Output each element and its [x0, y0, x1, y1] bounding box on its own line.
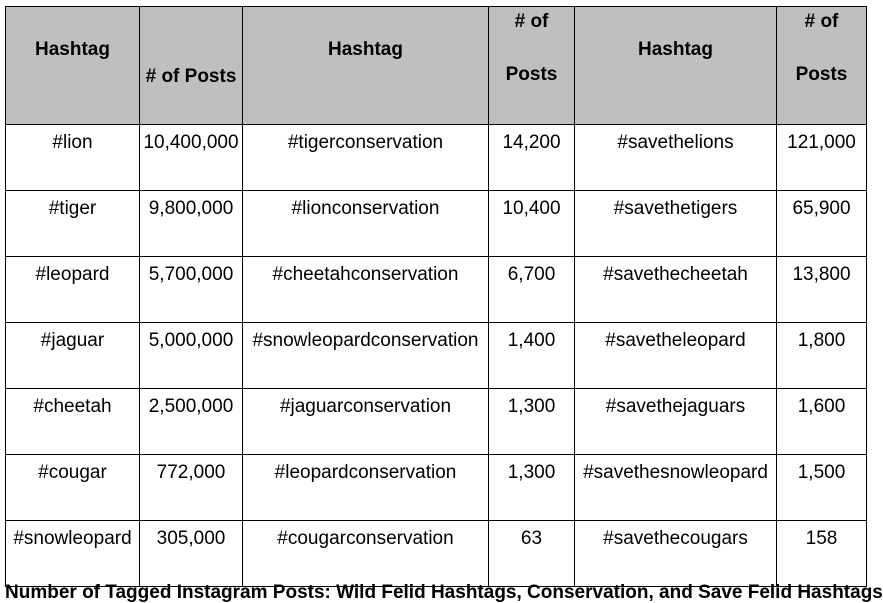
cell-text: #cheetahconservation: [272, 263, 459, 285]
cell-text: #tigerconservation: [287, 131, 444, 153]
save-hashtag-cell: [575, 323, 777, 389]
cell-text: #cheetah: [33, 395, 112, 417]
conservation-posts-cell: [489, 257, 575, 323]
table-row: [6, 257, 867, 323]
conservation-posts-cell: [489, 455, 575, 521]
cell-text: 772,000: [156, 461, 226, 483]
save-hashtag-cell: [575, 455, 777, 521]
cell-text: #savethesnowleopard: [583, 461, 768, 483]
save-posts-cell: [777, 323, 867, 389]
cell-text: #savetheleopard: [605, 329, 746, 351]
conservation-posts-cell: [489, 323, 575, 389]
cell-text: 63: [520, 527, 543, 549]
header-posts-3: # of Posts: [777, 7, 867, 125]
cell-text: 1,300: [507, 461, 556, 483]
cell-text: #tiger: [48, 197, 97, 219]
hashtag-cell: [6, 191, 140, 257]
cell-text: #savethecougars: [603, 527, 748, 549]
hashtag-cell: [6, 125, 140, 191]
conservation-posts-cell: [489, 521, 575, 587]
conservation-posts-cell: [489, 125, 575, 191]
save-hashtag-cell: [575, 521, 777, 587]
hashtag-cell: [6, 323, 140, 389]
conservation-hashtag-cell: [243, 125, 489, 191]
cell-text: #savethejaguars: [605, 395, 746, 417]
cell-text: #leopardconservation: [274, 461, 457, 483]
cell-text: #lionconservation: [291, 197, 440, 219]
cell-text: 13,800: [792, 263, 851, 285]
posts-cell: [140, 323, 243, 389]
cell-text: 6,700: [507, 263, 556, 285]
save-posts-cell: [777, 191, 867, 257]
hashtag-table: [5, 6, 867, 587]
table-row: [6, 125, 867, 191]
save-posts-cell: [777, 455, 867, 521]
header-hashtag-3: Hashtag: [575, 7, 777, 125]
conservation-hashtag-cell: [243, 455, 489, 521]
conservation-hashtag-cell: [243, 257, 489, 323]
cell-text: #savethetigers: [613, 197, 738, 219]
table-row: [6, 389, 867, 455]
cell-text: 14,200: [502, 131, 561, 153]
header-hashtag-1: Hashtag: [6, 7, 140, 125]
header-posts-2: # of Posts: [489, 7, 575, 125]
cell-text: 9,800,000: [148, 197, 234, 219]
cell-text: 1,300: [507, 395, 556, 417]
posts-cell: [140, 257, 243, 323]
conservation-hashtag-cell: [243, 323, 489, 389]
cell-text: #snowleopardconservation: [252, 329, 479, 351]
cell-text: 10,400: [502, 197, 561, 219]
hashtag-cell: [6, 257, 140, 323]
conservation-hashtag-cell: [243, 521, 489, 587]
cell-text: 1,400: [507, 329, 556, 351]
save-hashtag-cell: [575, 257, 777, 323]
conservation-hashtag-cell: [243, 389, 489, 455]
header-row: [6, 7, 867, 125]
cell-text: #jaguar: [40, 329, 105, 351]
table-row: [6, 191, 867, 257]
cell-text: 121,000: [787, 131, 856, 153]
table-body: [6, 125, 867, 587]
table-row: [6, 521, 867, 587]
conservation-hashtag-cell: [243, 191, 489, 257]
posts-cell: [140, 191, 243, 257]
table-row: [6, 323, 867, 389]
cut-off-caption: Number of Tagged Instagram Posts: Wild Felid Hashtags, Conservation, and Save Felid Hashtags: [5, 582, 883, 603]
conservation-posts-cell: [489, 191, 575, 257]
cell-text: 5,700,000: [148, 263, 234, 285]
cell-text: 1,600: [797, 395, 846, 417]
hashtag-cell: [6, 389, 140, 455]
cell-text: #cougar: [38, 461, 107, 483]
cell-text: 2,500,000: [148, 395, 234, 417]
save-hashtag-cell: [575, 125, 777, 191]
table-row: [6, 455, 867, 521]
posts-cell: [140, 521, 243, 587]
posts-cell: [140, 125, 243, 191]
cell-text: 1,500: [797, 461, 846, 483]
hashtag-cell: [6, 521, 140, 587]
cell-text: 1,800: [797, 329, 846, 351]
header-hashtag-2: Hashtag: [243, 7, 489, 125]
header-posts-1: # of Posts: [140, 7, 243, 125]
save-posts-cell: [777, 521, 867, 587]
save-posts-cell: [777, 389, 867, 455]
cell-text: 10,400,000: [143, 131, 239, 153]
cell-text: 158: [805, 527, 838, 549]
save-hashtag-cell: [575, 389, 777, 455]
cell-text: 5,000,000: [148, 329, 234, 351]
cell-text: 305,000: [156, 527, 226, 549]
save-hashtag-cell: [575, 191, 777, 257]
posts-cell: [140, 455, 243, 521]
cell-text: #savethelions: [617, 131, 734, 153]
save-posts-cell: [777, 257, 867, 323]
posts-cell: [140, 389, 243, 455]
cell-text: #snowleopard: [13, 527, 132, 549]
hashtag-cell: [6, 455, 140, 521]
conservation-posts-cell: [489, 389, 575, 455]
save-posts-cell: [777, 125, 867, 191]
cell-text: #savethecheetah: [603, 263, 748, 285]
cell-text: #lion: [52, 131, 93, 153]
cell-text: 65,900: [792, 197, 851, 219]
cell-text: #cougarconservation: [277, 527, 454, 549]
cell-text: #jaguarconservation: [279, 395, 452, 417]
cell-text: #leopard: [35, 263, 110, 285]
